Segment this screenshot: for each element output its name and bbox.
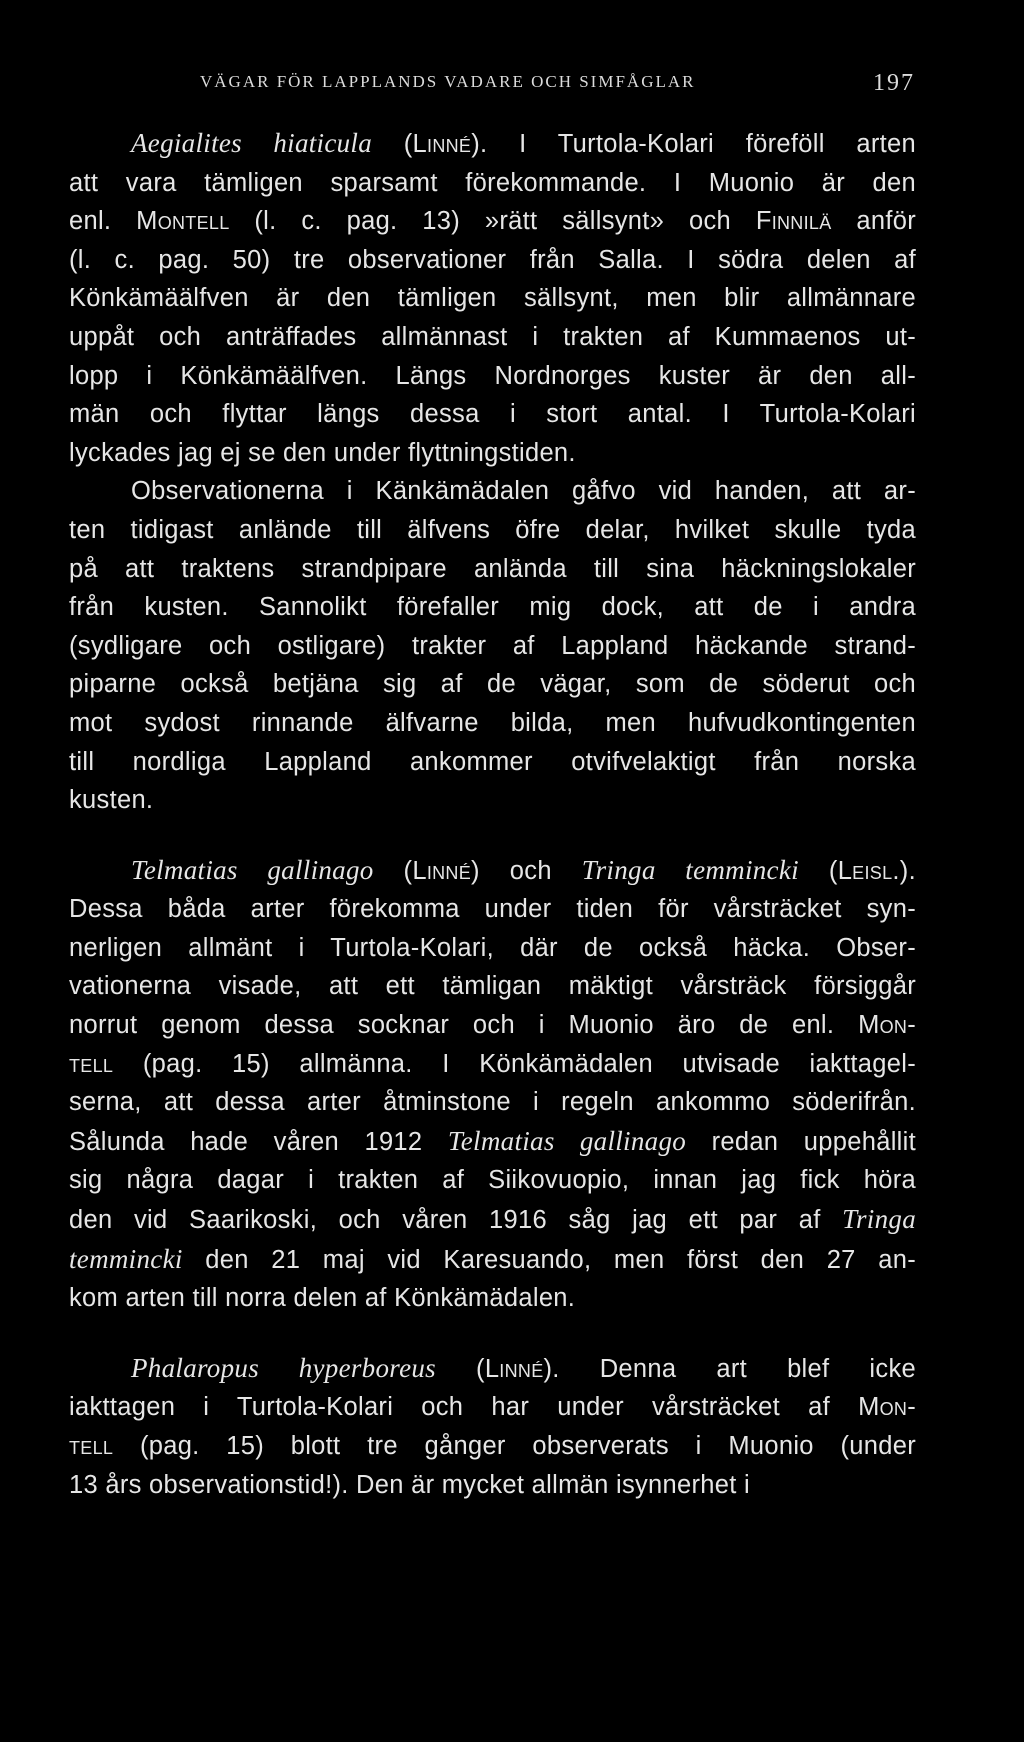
text-run: ). I Turtola-Kolari föreföll arten bbox=[471, 130, 916, 158]
text-run: nerligen allmänt i Turtola-Kolari, där de också häcka. Obser- bbox=[69, 933, 916, 962]
text-run: (sydligare och ostligare) trakter af Lappland häckande strand- bbox=[69, 631, 916, 660]
text-run: (pag. 15) blott tre gånger observerats i Muonio (under bbox=[113, 1432, 916, 1460]
text-line bbox=[69, 967, 916, 1006]
text-line bbox=[69, 1349, 916, 1389]
text-run: ten tidigast anlände till älfvens öfre delar, hvilket skulle tyda bbox=[69, 515, 916, 544]
paragraph-aegialites bbox=[69, 124, 916, 472]
text-line bbox=[69, 395, 916, 434]
text-run: (l. c. pag. 13) »rätt sällsynt» och bbox=[229, 207, 756, 236]
text-line bbox=[69, 202, 916, 241]
species-name: Tringa temmincki bbox=[581, 854, 799, 885]
text-line bbox=[69, 1083, 916, 1122]
text-run: redan uppehållit bbox=[686, 1127, 916, 1156]
text-line bbox=[69, 1006, 916, 1045]
text-line bbox=[69, 929, 916, 968]
text-line bbox=[69, 851, 916, 891]
text-run: på att traktens strandpipare anlända till sina häckningslokaler bbox=[69, 554, 916, 583]
author-name: Finnilä bbox=[755, 207, 832, 236]
text-run: piparne också betjäna sig af de vägar, som de söderut och bbox=[69, 670, 916, 699]
text-run: ). bbox=[899, 856, 916, 885]
paragraph-gap bbox=[69, 820, 916, 851]
text-run: Könkämäälfven är den tämligen sällsynt, men blir allmännare bbox=[69, 284, 916, 313]
species-name: Telmatias gallinago bbox=[447, 1125, 687, 1156]
text-line bbox=[69, 665, 916, 704]
text-line bbox=[69, 1045, 916, 1084]
text-line bbox=[69, 627, 916, 666]
text-run: ). Denna art blef icke bbox=[543, 1354, 916, 1383]
author-name: Mon- bbox=[858, 1011, 916, 1040]
text-line bbox=[69, 588, 916, 627]
page-header bbox=[200, 70, 915, 100]
text-run: den 21 maj vid Karesuando, men först den 27 an- bbox=[182, 1245, 916, 1274]
text-run: 13 års observationstid!). Den är mycket allmän isynnerhet i bbox=[69, 1470, 750, 1499]
text-run: sig några dagar i trakten af Siikovuopio, innan jag fick höra bbox=[69, 1166, 916, 1195]
text-line bbox=[69, 550, 916, 589]
text-run: ( bbox=[372, 130, 413, 158]
text-line bbox=[69, 279, 916, 318]
text-line bbox=[69, 357, 916, 396]
text-run: Sålunda hade våren 1912 bbox=[69, 1127, 448, 1156]
author-name: Linné bbox=[484, 1354, 544, 1383]
text-line bbox=[69, 164, 916, 203]
text-run: ) och bbox=[471, 856, 582, 885]
paragraph-phalaropus bbox=[69, 1349, 916, 1504]
text-line bbox=[69, 434, 916, 473]
text-line bbox=[69, 1161, 916, 1200]
text-run: kusten. bbox=[69, 786, 154, 815]
text-line bbox=[69, 743, 916, 782]
text-line bbox=[69, 1427, 916, 1466]
text-run: den vid Saarikoski, och våren 1916 såg jag ett par af bbox=[69, 1206, 843, 1235]
text-run: (pag. 15) allmänna. I Könkämädalen utvisade iakttagel- bbox=[113, 1049, 916, 1078]
text-run: uppåt och anträffades allmännast i trakten af Kummaenos ut- bbox=[69, 322, 916, 351]
paragraph-observationerna bbox=[69, 472, 916, 819]
text-line bbox=[69, 511, 916, 550]
text-run: Dessa båda arter förekomma under tiden för vårsträcket syn- bbox=[69, 895, 916, 924]
text-line bbox=[69, 890, 916, 929]
text-run: att vara tämligen sparsamt förekommande. I Muonio är den bbox=[69, 168, 916, 197]
text-run: män och flyttar längs dessa i stort antal. I Turtola-Kolari bbox=[69, 400, 916, 429]
text-line bbox=[69, 704, 916, 743]
author-name: Leisl. bbox=[837, 856, 900, 885]
text-run: enl. bbox=[69, 207, 137, 236]
text-line bbox=[69, 781, 916, 820]
text-run: till nordliga Lappland ankommer otvifvelaktigt från norska bbox=[69, 747, 916, 776]
text-run: iakttagen i Turtola-Kolari och har under vårsträcket af bbox=[69, 1393, 859, 1422]
species-name: Tringa bbox=[842, 1204, 916, 1235]
text-run: ( bbox=[373, 856, 413, 885]
text-run: kom arten till norra delen af Könkämädalen. bbox=[69, 1284, 576, 1313]
text-line bbox=[69, 1200, 916, 1240]
species-name: temmincki bbox=[69, 1243, 183, 1274]
page-number: 197 bbox=[873, 70, 915, 96]
text-line bbox=[69, 1240, 916, 1280]
author-name: Linné bbox=[412, 130, 472, 158]
text-line bbox=[69, 241, 916, 280]
paragraph-gap bbox=[69, 1318, 916, 1349]
author-name: tell bbox=[69, 1432, 114, 1460]
paragraph-telmatias bbox=[69, 851, 916, 1318]
text-run: norrut genom dessa socknar och i Muonio äro de enl. bbox=[69, 1011, 859, 1040]
text-line bbox=[69, 1388, 916, 1427]
author-name: Linné bbox=[412, 856, 472, 885]
text-line bbox=[69, 472, 916, 511]
text-line bbox=[69, 1279, 916, 1318]
author-name: Mon- bbox=[858, 1393, 916, 1422]
text-run: serna, att dessa arter åtminstone i regeln ankommo söderifrån. bbox=[69, 1088, 916, 1117]
species-name: Telmatias gallinago bbox=[131, 854, 374, 885]
author-name: tell bbox=[69, 1049, 114, 1078]
running-title: VÄGAR FÖR LAPPLANDS VADARE OCH SIMFÅGLAR bbox=[200, 72, 696, 91]
text-line bbox=[69, 124, 916, 164]
text-run: mot sydost rinnande älfvarne bilda, men hufvudkontingenten bbox=[69, 708, 916, 737]
text-run: (l. c. pag. 50) tre observationer från Salla. I södra delen af bbox=[69, 245, 916, 274]
text-run: från kusten. Sannolikt förefaller mig dock, att de i andra bbox=[69, 593, 916, 622]
text-run: ( bbox=[435, 1354, 485, 1383]
species-name: Aegialites hiaticula bbox=[131, 128, 373, 158]
text-line bbox=[69, 1122, 916, 1162]
body-text bbox=[69, 124, 916, 1504]
author-name: Montell bbox=[136, 207, 230, 236]
text-line bbox=[69, 318, 916, 357]
species-name: Phalaropus hyperboreus bbox=[131, 1352, 436, 1383]
text-run: anför bbox=[831, 207, 916, 236]
text-run: vationerna visade, att ett tämligan mäktigt vårsträck försiggår bbox=[69, 972, 916, 1001]
text-line bbox=[69, 1466, 916, 1505]
text-run: ( bbox=[798, 856, 838, 885]
text-run: lopp i Könkämäälfven. Längs Nordnorges kuster är den all- bbox=[69, 361, 916, 390]
text-run: Observationerna i Känkämädalen gåfvo vid handen, att ar- bbox=[131, 477, 916, 506]
text-run: lyckades jag ej se den under flyttningstiden. bbox=[69, 438, 576, 467]
